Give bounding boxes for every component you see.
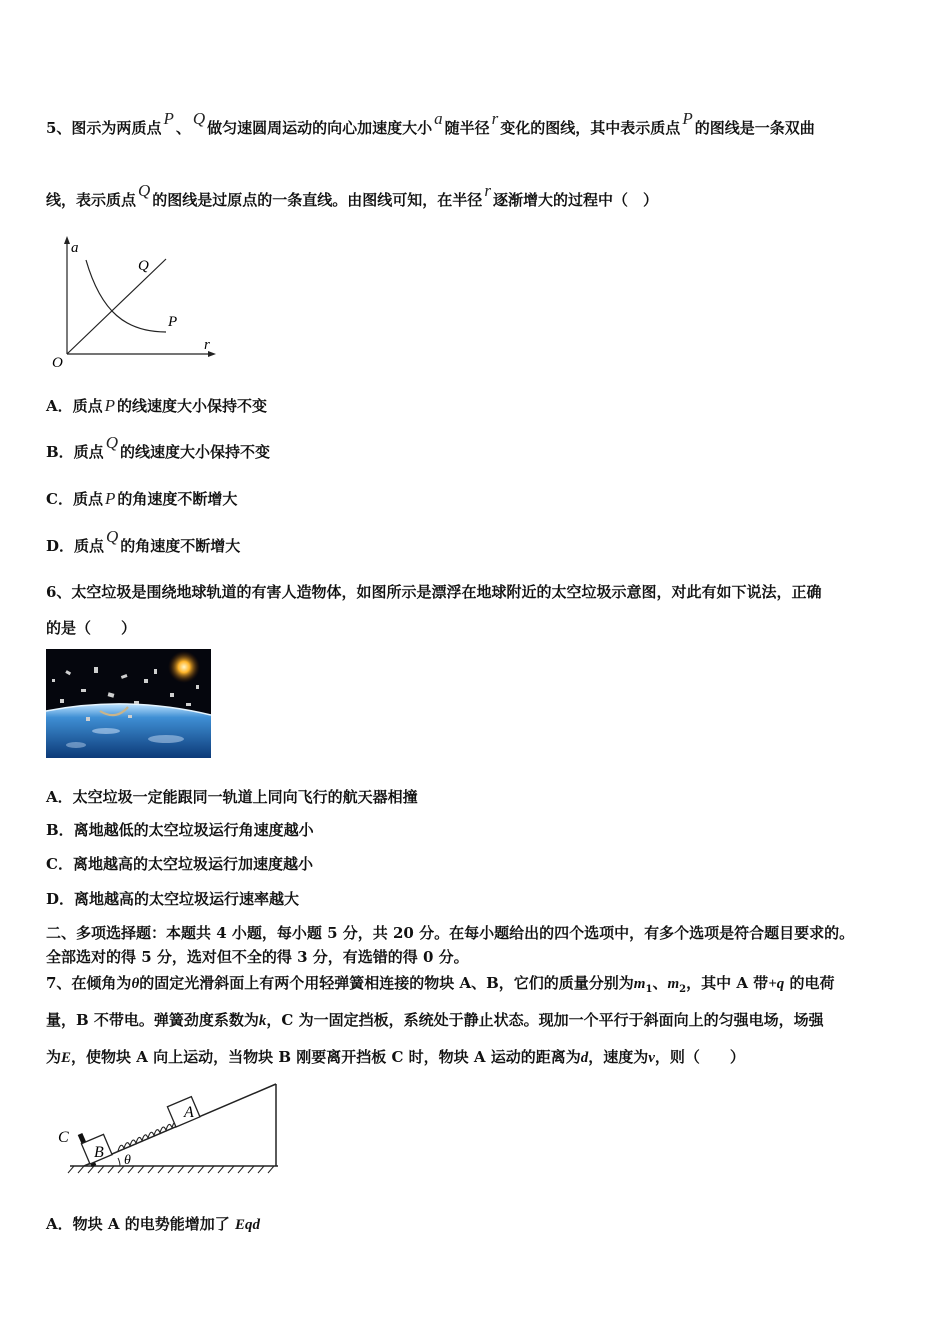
var-p: P (163, 109, 174, 128)
incline-figure (54, 1078, 284, 1176)
q6-stem-line2: 的是（ ） (46, 619, 137, 637)
theta-symbol: θ (131, 976, 140, 992)
q5-text: 逐渐增大的过程中（ ） (492, 191, 658, 209)
q5-text: 5、图示为两质点 (46, 119, 162, 137)
var-r: r (484, 181, 491, 200)
q5-stem-line1 (46, 109, 910, 138)
label-b: B (94, 1144, 104, 1161)
mass-symbol: m (667, 976, 680, 992)
v-symbol: v (648, 1050, 655, 1066)
label-c: C (58, 1129, 69, 1146)
q5-stem-line2 (46, 181, 910, 210)
charge-symbol: +q (768, 976, 785, 992)
section2-line1: 二、多项选择题：本题共 4 小题，每小题 5 分，共 20 分。在每小题给出的四个选项中，有多个选项是符合题目要求的。 (46, 924, 855, 942)
q5-graph (46, 232, 221, 372)
q6-option-c[interactable]: C．离地越高的太空垃圾运行加速度越小 (46, 855, 313, 873)
q7-text: 的固定光滑斜面上有两个用轻弹簧相连接的物块 A、B，它们的质量分别为 (139, 974, 634, 992)
q6-option-b[interactable]: B．离地越低的太空垃圾运行角速度越小 (46, 821, 314, 839)
q6-option-d[interactable]: D．离地越高的太空垃圾运行速率越大 (46, 890, 300, 908)
option-expr: Eqd (234, 1217, 260, 1233)
q7-stem-line1 (46, 973, 910, 1000)
q5-text: 随半径 (444, 119, 490, 137)
q7-text: 量，B 不带电。弹簧劲度系数为 (46, 1011, 259, 1029)
option-var: P (104, 489, 116, 508)
var-r: r (491, 109, 499, 128)
e-symbol: E (61, 1050, 72, 1066)
q7-stem-line3 (46, 1047, 910, 1068)
option-text: 的角速度不断增大 (120, 537, 241, 555)
space-debris-image (46, 649, 211, 758)
graph-curve-label: P (168, 314, 178, 330)
q5-text: 变化的图线，其中表示质点 (500, 119, 681, 137)
var-q: Q (192, 109, 206, 128)
q5-option-c[interactable] (46, 489, 910, 509)
q7-text: ，使物块 A 向上运动，当物块 B 刚要离开挡板 C 时，物块 A 运动的距离为 (71, 1048, 581, 1066)
var-p: P (682, 109, 693, 128)
graph-origin-label: O (52, 355, 63, 371)
option-var: Q (106, 527, 119, 546)
q5-text: 的图线是过原点的一条直线。由图线可知，在半径 (152, 191, 483, 209)
q7-stem-line2 (46, 1010, 910, 1031)
option-prefix: C．质点 (46, 490, 103, 508)
option-text: 的线速度大小保持不变 (117, 397, 268, 415)
q5-option-d[interactable] (46, 527, 910, 556)
q5-text: 做匀速圆周运动的向心加速度大小 (207, 119, 433, 137)
option-var: Q (105, 433, 118, 452)
q-line (67, 259, 166, 354)
q7-text: 的电荷 (784, 974, 835, 992)
q5-option-a[interactable] (46, 396, 910, 416)
theta-arc (118, 1158, 120, 1166)
label-a: A (184, 1104, 194, 1121)
label-theta: θ (124, 1153, 131, 1168)
option-prefix: A．质点 (46, 397, 103, 415)
q5-sep: 、 (175, 119, 191, 137)
q7-option-a[interactable] (46, 1214, 910, 1235)
q6-option-a[interactable]: A．太空垃圾一定能跟同一轨道上同向飞行的航天器相撞 (46, 788, 418, 806)
q5-option-b[interactable] (46, 433, 910, 462)
option-text: A．物块 A 的电势能增加了 (46, 1215, 235, 1233)
k-symbol: k (258, 1013, 267, 1029)
option-prefix: B．质点 (46, 443, 104, 461)
option-text: 的线速度大小保持不变 (119, 443, 270, 461)
var-q: Q (138, 181, 151, 200)
q6-stem-line1: 6、太空垃圾是围绕地球轨道的有害人造物体，如图所示是漂浮在地球附近的太空垃圾示意图，对此有如下说法，正确 (46, 583, 822, 601)
option-var: P (104, 396, 116, 415)
q7-text: 为 (46, 1048, 62, 1066)
option-text: 的角速度不断增大 (117, 490, 238, 508)
q7-text: ，则（ ） (654, 1048, 745, 1066)
q7-text: ，C 为一固定挡板，系统处于静止状态。现加一个平行于斜面向上的匀强电场，场强 (266, 1011, 824, 1029)
var-a: a (434, 109, 443, 128)
option-prefix: D．质点 (46, 537, 105, 555)
mass-symbol: m (633, 976, 646, 992)
ground-hatching (68, 1166, 274, 1173)
mass-subscript: 2 (679, 984, 687, 995)
q5-text: 线，表示质点 (46, 191, 137, 209)
q7-text: 7、在倾角为 (46, 974, 132, 992)
q7-text: ，其中 A 带 (686, 974, 769, 992)
graph-x-label: r (204, 337, 210, 353)
y-axis-arrow (64, 236, 70, 244)
q5-text: 的图线是一条双曲 (694, 119, 815, 137)
graph-line-label: Q (138, 258, 149, 274)
d-symbol: d (580, 1050, 589, 1066)
sun-icon (168, 651, 200, 683)
graph-y-label: a (71, 240, 79, 256)
mass-subscript: 1 (645, 984, 653, 995)
earth-icon (46, 704, 211, 758)
section2-line2: 全部选对的得 5 分，选对但不全的得 3 分，有选错的得 0 分。 (46, 948, 469, 966)
q7-sep: 、 (652, 974, 668, 992)
q7-text: ，速度为 (588, 1048, 649, 1066)
spring (118, 1122, 178, 1151)
